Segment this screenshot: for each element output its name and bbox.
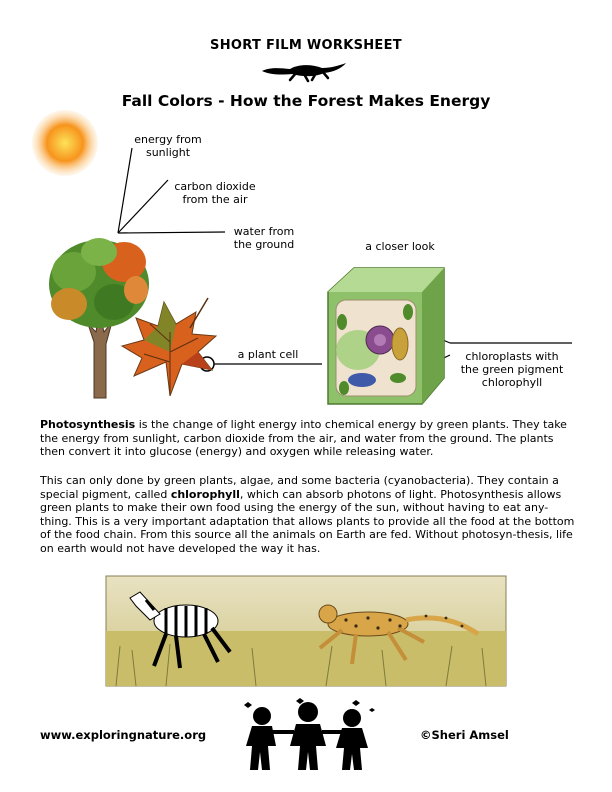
- paragraph-chlorophyll: This can only done by green plants, algae, and some bacteria (cyanobacteria). They contain a special pigment, called chlorophyll, which can absorb photons of light. Photosynthesis allows green plants to make their own food using the energy of the sun, without having to eat any-thing. This is a very important adaptation that allows plants to provide all the food at the bottom of the food chain. From this source all the animals on Earth are fed. Without photosyn-thesis, life on earth would not have developed the way it has.: [40, 474, 575, 555]
- zebra-cheetah-illustration: [106, 576, 506, 686]
- label-plant-cell: a plant cell: [237, 348, 299, 361]
- children-silhouette-icon: [236, 694, 382, 772]
- copyright: ©Sheri Amsel: [420, 728, 509, 742]
- leaf-illustration: [120, 292, 220, 402]
- page-title: Fall Colors - How the Forest Makes Energy: [121, 92, 491, 110]
- label-water: water from the ground: [233, 225, 295, 251]
- paragraph-photosynthesis: Photosynthesis is the change of light energy into chemical energy by green plants. They take the energy from sunlight, carbon dioxide from the air, and water from the ground. The plants then convert it into glucose (energy) and oxygen while releasing water.: [40, 418, 567, 459]
- label-closer-look: a closer look: [365, 240, 435, 253]
- plant-cell-illustration: [318, 262, 450, 408]
- label-carbon-dioxide: carbon dioxide from the air: [174, 180, 256, 206]
- label-chloroplasts: chloroplasts with the green pigment chlorophyll: [460, 350, 564, 389]
- label-energy: energy from sunlight: [134, 133, 202, 159]
- website-link[interactable]: www.exploringnature.org: [40, 728, 207, 742]
- worksheet-header: SHORT FILM WORKSHEET: [210, 38, 402, 53]
